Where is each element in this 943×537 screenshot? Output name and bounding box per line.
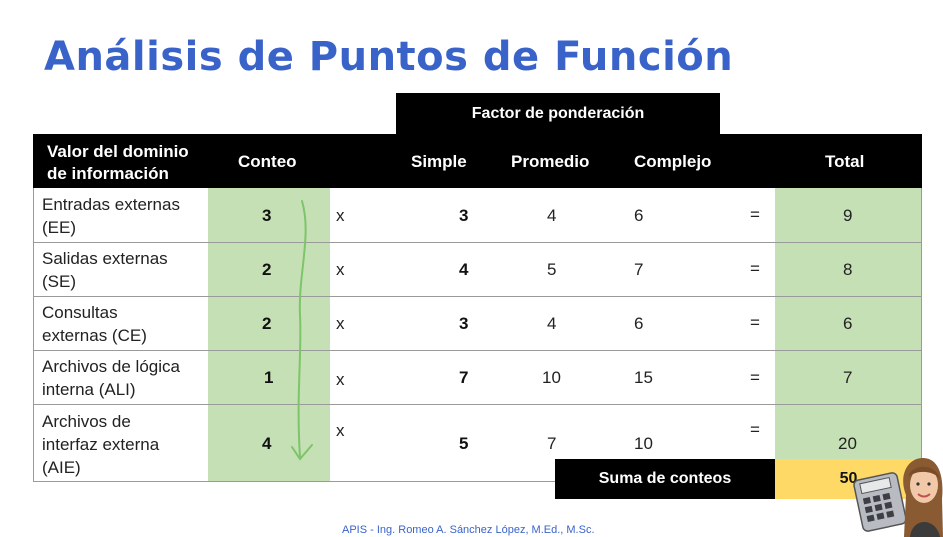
table-header: [33, 134, 922, 188]
row-complex: 6: [634, 206, 644, 225]
row-count: 3: [262, 206, 272, 225]
times-sign: x: [336, 370, 345, 389]
handdrawn-arrow-icon: [280, 195, 330, 470]
row-label: Archivos de lógica interna (ALI): [42, 357, 180, 399]
header-complex: Complejo: [634, 152, 712, 171]
table-right-border: [921, 188, 922, 459]
row-average: 7: [547, 434, 557, 453]
row-label: Salidas externas (SE): [42, 249, 168, 291]
row-divider: [33, 350, 922, 351]
row-simple: 4: [459, 260, 469, 279]
presenter-avatar: [896, 455, 943, 537]
row-total: 9: [843, 206, 853, 225]
header-total: Total: [825, 152, 865, 171]
row-simple: 7: [459, 368, 469, 387]
row-average: 5: [547, 260, 557, 279]
times-sign: x: [336, 421, 345, 440]
times-sign: x: [336, 260, 345, 279]
sum-total: 50: [775, 459, 922, 499]
footer-credit: APIS - Ing. Romeo A. Sánchez López, M.Ed., M.Sc.: [342, 524, 595, 536]
header-domain: Valor del dominio de información: [47, 142, 189, 183]
row-count: 2: [262, 314, 272, 333]
factor-header: Factor de ponderación: [396, 93, 720, 135]
equals-sign: =: [750, 205, 760, 224]
header-count: Conteo: [238, 152, 297, 171]
row-total: 8: [843, 260, 853, 279]
times-sign: x: [336, 206, 345, 225]
header-average: Promedio: [511, 152, 590, 171]
row-divider: [33, 404, 922, 405]
row-average: 10: [542, 368, 561, 387]
equals-sign: =: [750, 420, 760, 439]
row-divider: [33, 481, 555, 482]
row-complex: 7: [634, 260, 644, 279]
row-label: Entradas externas (EE): [42, 195, 180, 237]
row-divider: [33, 242, 922, 243]
equals-sign: =: [750, 368, 760, 387]
row-total: 6: [843, 314, 853, 333]
row-total: 20: [838, 434, 857, 453]
slide-title: Análisis de Puntos de Función: [44, 34, 734, 80]
row-simple: 3: [459, 206, 469, 225]
row-complex: 6: [634, 314, 644, 333]
row-complex: 15: [634, 368, 653, 387]
row-average: 4: [547, 314, 557, 333]
row-label: Consultas externas (CE): [42, 303, 147, 345]
row-count: 2: [262, 260, 272, 279]
row-simple: 5: [459, 434, 469, 453]
row-label: Archivos de interfaz externa (AIE): [42, 412, 160, 477]
sum-label: Suma de conteos: [555, 459, 775, 499]
equals-sign: =: [750, 313, 760, 332]
table-left-border: [33, 188, 34, 482]
row-count: 1: [264, 368, 274, 387]
row-total: 7: [843, 368, 853, 387]
header-simple: Simple: [411, 152, 467, 171]
equals-sign: =: [750, 259, 760, 278]
row-simple: 3: [459, 314, 469, 333]
row-complex: 10: [634, 434, 653, 453]
row-divider: [33, 296, 922, 297]
row-count: 4: [262, 434, 272, 453]
row-average: 4: [547, 206, 557, 225]
times-sign: x: [336, 314, 345, 333]
